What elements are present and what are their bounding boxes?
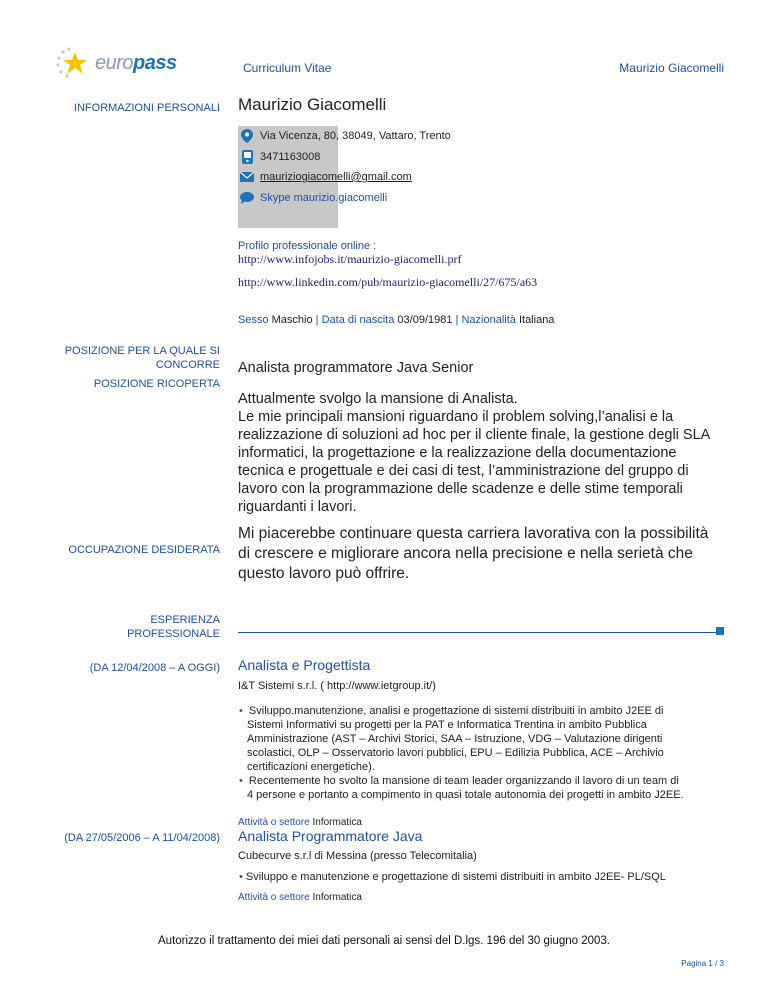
current-position-text: Attualmente svolgo la mansione di Analista. Le mie principali mansioni riguardano il problem solving,l’analisi e la realizzazione di soluzioni ad hoc per il cliente finale, la gestione degli SLA informatici, la progettazione e la realizzazione della documentazione tecnica e progettuale e dei casi di test, l’amministrazione del gruppo di lavoro con la programmazione delle scadenze e delle stime temporali riguardanti i lavori. <box>238 391 711 515</box>
sex-value: Maschio <box>271 314 313 326</box>
privacy-statement: Autorizzo il trattamento dei miei dati personali ai sensi del D.lgs. 196 del 30 giugno 2003. <box>158 935 610 947</box>
experience-label: ESPERIENZA PROFESSIONALE <box>127 614 220 640</box>
personal-details-row <box>238 314 554 326</box>
sex-label: Sesso <box>238 314 269 326</box>
nationality-value: Italiana <box>518 314 555 326</box>
job-dates: (DA 27/05/2006 – A 11/04/2008) <box>64 832 220 844</box>
profile-label: Profilo professionale online : <box>238 240 377 252</box>
job-title: Analista Programmatore Java <box>238 828 423 844</box>
job-sector: Attività o settore Informatica <box>238 817 362 828</box>
europass-logo: europass <box>55 46 165 82</box>
job-company: I&T Sistemi s.r.l. ( http://www.ietgroup.it/) <box>238 680 436 692</box>
nationality-label: Nazionalità <box>461 314 516 326</box>
separator: | <box>455 314 459 326</box>
phone-row <box>240 150 320 164</box>
job-bullets <box>238 870 738 884</box>
chat-bubble-icon <box>240 191 254 205</box>
list-item: • Recentemente ho svolto la mansione di team leader organizzando il lavoro di un team di 4 persone e portanto a compimento in quasi totale autonomia dei progetti in ambito J2EE. <box>238 774 738 802</box>
desired-occupation-label: OCCUPAZIONE DESIDERATA <box>68 544 220 556</box>
person-name: Maurizio Giacomelli <box>238 95 387 114</box>
phone-text: 3471163008 <box>260 151 321 163</box>
europass-star-icon <box>55 46 95 80</box>
current-position-label: POSIZIONE RICOPERTA <box>93 378 220 390</box>
job-bullets <box>238 704 738 802</box>
skype-text: Skype maurizio.giacomelli <box>260 192 388 204</box>
position-value: Analista programmatore Java Senior <box>238 360 474 376</box>
job-dates: (DA 12/04/2008 – A OGGI) <box>89 662 220 674</box>
desired-occupation-text: Mi piacerebbe continuare questa carriera lavorativa con la possibilità di crescere e migliorare ancora nella precisione e nella serietà che questo lavoro può offrire. <box>238 525 709 582</box>
job-sector: Attività o settore Informatica <box>238 892 362 903</box>
address-row <box>240 129 451 143</box>
list-item: • Sviluppo e manutenzione e progettazione di sistemi distribuiti in ambito J2EE- PL/SQL <box>238 870 738 884</box>
email-link[interactable]: mauriziogiacomelli@gmail.com <box>260 171 412 183</box>
separator: | <box>315 314 319 326</box>
email-row <box>240 170 412 184</box>
job-title: Analista e Progettista <box>238 657 371 673</box>
phone-icon <box>240 150 254 164</box>
section-divider <box>238 632 717 633</box>
location-pin-icon <box>240 129 254 143</box>
address-text: Via Vicenza, 80, 38049, Vattaro, Trento <box>260 130 451 142</box>
personal-info-label: INFORMAZIONI PERSONALI <box>73 102 220 114</box>
birth-value: 03/09/1981 <box>397 314 453 326</box>
profile-link-infojobs[interactable]: http://www.infojobs.it/maurizio-giacomelli.prf <box>238 252 462 266</box>
skype-row <box>240 191 387 205</box>
doc-title: Curriculum Vitae <box>243 61 332 75</box>
page-number: Pagina 1 / 3 <box>681 959 724 968</box>
header-name: Maurizio Giacomelli <box>619 61 724 75</box>
position-label: POSIZIONE PER LA QUALE SI CONCORRE <box>64 345 220 371</box>
birth-label: Data di nascita <box>321 314 395 326</box>
list-item: • Sviluppo.manutenzione, analisi e progettazione di sistemi distribuiti in ambito J2EE di Sistemi Informativi su progetti per la PAT e Informatica Trentina in ambito Pubblica Amministrazione (AST – Archivi Storici, SAA – Istruzione, VDG – Valutazione dirigenti scolastici, OLP – Osservatorio lavori pubblici, EPU – Edilizia Pubblica, ACE – Archivio certificazioni energetiche). <box>238 704 738 774</box>
job-company: Cubecurve s.r.l di Messina (presso Telecomitalia) <box>238 850 477 862</box>
section-divider-marker <box>716 627 724 635</box>
profile-link-linkedin[interactable]: http://www.linkedin.com/pub/maurizio-giacomelli/27/675/a63 <box>238 275 538 289</box>
envelope-icon <box>240 170 254 184</box>
